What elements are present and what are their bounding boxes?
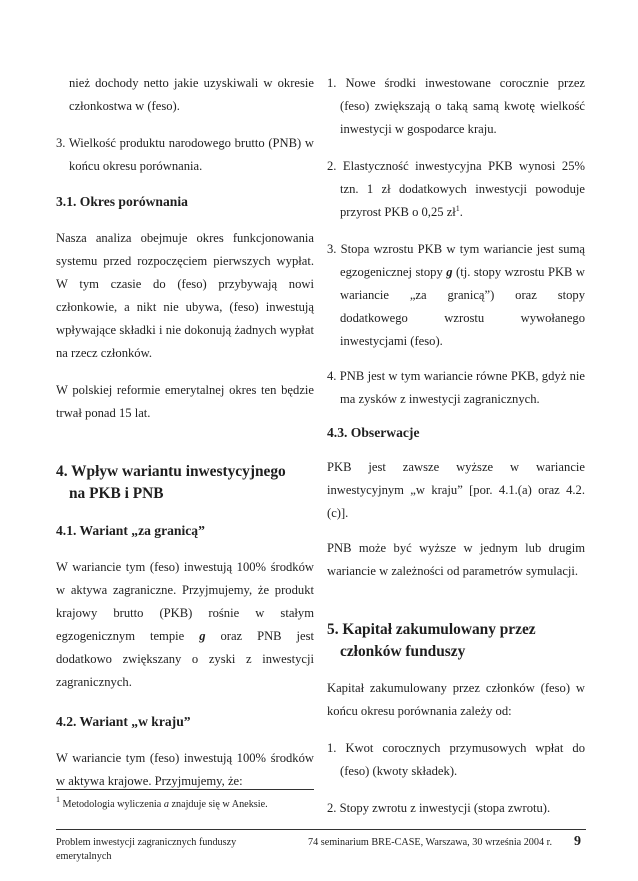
section-heading-4-line2: na PKB i PNB: [69, 485, 164, 502]
paragraph-abroad-variant: [56, 556, 314, 694]
assumption-2: [327, 155, 585, 224]
section-heading-4-line1: 4. Wpływ wariantu inwestycyjnego: [56, 463, 286, 480]
growth-rate-g: g: [199, 629, 206, 643]
growth-rate-g-ref: g: [446, 265, 453, 279]
footnote-text-b: znajduje się w Aneksie.: [168, 799, 268, 810]
footnote: [56, 795, 268, 812]
list-item-2-continuation: nież dochody netto jakie uzyskiwali w okresie członkostwa w (feso).: [69, 76, 314, 113]
footnote-var-a: a: [163, 799, 169, 810]
footnote-text-a: Metodologia wyliczenia: [60, 799, 164, 810]
right-column: [327, 72, 585, 820]
assumption-2-end: .: [459, 205, 463, 219]
left-column: [56, 72, 314, 793]
assumption-2-text: 2. Elastyczność inwestycyjna PKB wynosi 25% tzn. 1 zł dodatkowych inwestycji powoduje przyrost PKB o 0,25 zł: [327, 159, 585, 219]
section-heading-4-1: 4.1. Wariant „za granicą”: [56, 523, 205, 538]
section-heading-5-line1: 5. Kapitał zakumulowany przez: [327, 621, 536, 638]
footer-seminar: 74 seminarium BRE-CASE, Warszawa, 30 września 2004 r.: [308, 837, 553, 848]
paragraph-observation-2: PNB może być wyższe w jednym lub drugim wariancie w zależności od parametrów symulacji.: [327, 541, 585, 578]
section-heading-4-3: 4.3. Obserwacje: [327, 425, 420, 440]
footnote-divider: [56, 789, 314, 790]
list-item-3: 3. Wielkość produktu narodowego brutto (PNB) w końcu okresu porównania.: [56, 136, 314, 173]
paragraph-observation-1: PKB jest zawsze wyższe w wariancie inwestycyjnym „w kraju” [por. 4.1.(a) oraz 4.2. (c)].: [327, 460, 585, 520]
paragraph-domestic-variant: W wariancie tym (feso) inwestują 100% środków w aktywa krajowe. Przyjmujemy, że:: [56, 751, 314, 788]
section-heading-4: [56, 461, 314, 505]
page-number: 9: [574, 834, 581, 849]
assumption-3: [327, 238, 585, 353]
section-heading-5-line2: członków funduszy: [340, 643, 466, 660]
section-heading-4-2: 4.2. Wariant „w kraju”: [56, 714, 191, 729]
factor-2: 2. Stopy zwrotu z inwestycji (stopa zwrotu).: [327, 801, 551, 815]
section-heading-5: [327, 619, 585, 663]
paragraph-reform-period: W polskiej reformie emerytalnej okres ten będzie trwał ponad 15 lat.: [56, 383, 314, 420]
paragraph-comparison-period: Nasza analiza obejmuje okres funkcjonowania systemu przed rozpoczęciem pierwszych wypłat. W tym czasie do (feso) przybywają nowi członkowie, a nikt nie ubywa, (feso) inwestują wpływające składki i nie dokonują żadnych wypłat na rzecz członków.: [56, 231, 314, 360]
footer-divider: [56, 829, 586, 830]
paragraph-abroad-text-b: oraz PNB jest dodatkowo zwiększany o zyski z inwestycji zagranicznych.: [56, 629, 315, 689]
footer-title: Problem inwestycji zagranicznych funduszy emerytalnych: [56, 837, 237, 862]
footnote-number: 1: [56, 795, 60, 804]
assumption-1: 1. Nowe środki inwestowane corocznie przez (feso) zwiększają o taką samą kwotę wielkość inwestycji w gospodarce kraju.: [327, 76, 585, 136]
assumption-3-text-b: (tj. stopy wzrostu PKB w wariancie „za granicą”) oraz stopy dodatkowego wzrostu wywołanego inwestycjami (feso).: [340, 265, 586, 348]
paragraph-abroad-text-a: W wariancie tym (feso) inwestują 100% środków w aktywa zagraniczne. Przyjmujemy, że produkt krajowy brutto (PKB) rośnie w stałym egzogenicznym tempie: [56, 560, 314, 643]
section-heading-3-1: 3.1. Okres porównania: [56, 194, 188, 209]
factor-1: 1. Kwot corocznych przymusowych wpłat do (feso) (kwoty składek).: [327, 741, 585, 778]
paragraph-accumulated-capital: Kapitał zakumulowany przez członków (feso) w końcu okresu porównania zależy od:: [327, 681, 585, 718]
assumption-3-text-a: 3. Stopa wzrostu PKB w tym wariancie jest sumą egzogenicznej stopy: [327, 242, 585, 279]
footnote-ref: 1: [455, 204, 460, 213]
assumption-4: 4. PNB jest w tym wariancie równe PKB, gdyż nie ma zysków z inwestycji zagranicznych.: [327, 369, 585, 406]
